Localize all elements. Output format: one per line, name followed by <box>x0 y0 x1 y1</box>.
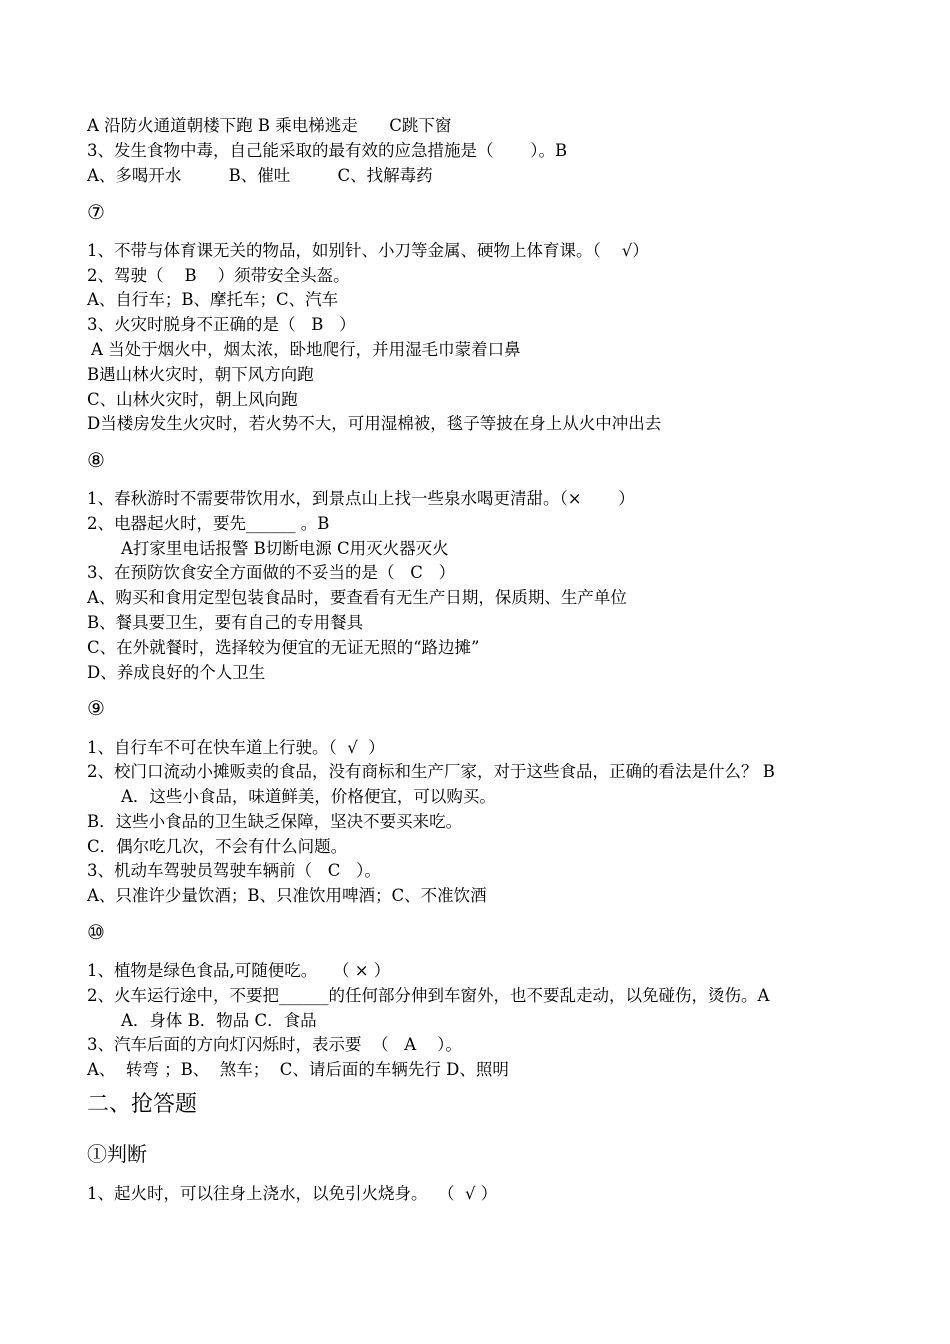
options-line: A、 转弯 ；B、 煞车； C、请后面的车辆先行 D、照明 <box>87 1060 509 1079</box>
option-line: D当楼房发生火灾时，若火势不大，可用湿棉被，毯子等披在身上从火中冲出去 <box>87 414 662 433</box>
section-heading: ⑨ <box>87 696 105 720</box>
option-line: D、养成良好的个人卫生 <box>87 663 266 682</box>
options-line: A、只准许少量饮酒；B、只准饮用啤酒；C、不准饮酒 <box>87 886 487 905</box>
question-line: 1、植物是绿色食品,可随便吃。 （ × ） <box>87 961 391 980</box>
question-line: 2、校门口流动小摊贩卖的食品，没有商标和生产厂家，对于这些食品，正确的看法是什么？ B <box>87 762 775 781</box>
options-line: A、自行车；B、摩托车；C、汽车 <box>87 290 339 309</box>
option-line: C、山林火灾时，朝上风向跑 <box>87 390 298 409</box>
question-line: 3、机动车驾驶员驾驶车辆前（ C ）。 <box>87 861 381 880</box>
option-line: B遇山林火灾时，朝下风方向跑 <box>87 365 314 384</box>
question-line: 3、发生食物中毒，自己能采取的最有效的应急措施是（ ）。B <box>87 141 568 160</box>
question-line: 3、火灾时脱身不正确的是（ B ） <box>87 315 356 334</box>
question-line: 2、火车运行途中，不要把______的任何部分伸到车窗外，也不要乱走动，以免碰伤，烫伤。A <box>87 986 770 1005</box>
question-line: 1、春秋游时不需要带饮用水，到景点山上找一些泉水喝更清甜。（× ） <box>87 489 635 508</box>
question-line: 3、在预防饮食安全方面做的不妥当的是（ C ） <box>87 563 456 582</box>
question-line: 2、电器起火时，要先______ 。B <box>87 514 330 533</box>
question-line: 3、汽车后面的方向灯闪烁时，表示要 （ A ）。 <box>87 1035 462 1054</box>
options-line: A、多喝开水 B、催吐 C、找解毒药 <box>87 166 433 185</box>
section-heading: ⑩ <box>87 920 105 944</box>
section-heading: ⑦ <box>87 200 105 224</box>
option-line: B、餐具要卫生，要有自己的专用餐具 <box>87 613 364 632</box>
question-line: 1、起火时，可以往身上浇水，以免引火烧身。 （ √ ） <box>87 1184 498 1203</box>
options-line: A．身体 B．物品 C．食品 <box>121 1011 317 1030</box>
option-line: C、在外就餐时，选择较为便宜的无证无照的“路边摊” <box>87 638 480 657</box>
option-line: C．偶尔吃几次，不会有什么问题。 <box>87 837 348 856</box>
option-line: B．这些小食品的卫生缺乏保障，坚决不要买来吃。 <box>87 812 463 831</box>
text-line: A 沿防火通道朝楼下跑 B 乘电梯逃走 C跳下窗 <box>87 116 452 135</box>
option-line: A．这些小食品，味道鲜美，价格便宜，可以购买。 <box>121 787 496 806</box>
part-heading: 二、抢答题 <box>87 1092 198 1117</box>
options-line: A打家里电话报警 B切断电源 C用灭火器灭火 <box>121 539 449 558</box>
question-line: 1、自行车不可在快车道上行驶。（ √ ） <box>87 738 385 757</box>
question-line: 1、不带与体育课无关的物品，如别针、小刀等金属、硬物上体育课。（ √） <box>87 241 649 260</box>
question-line: 2、驾驶（ B ）须带安全头盔。 <box>87 266 350 285</box>
option-line: A 当处于烟火中，烟太浓，卧地爬行，并用湿毛巾蒙着口鼻 <box>91 340 521 359</box>
subsection-heading: ①判断 <box>87 1142 147 1166</box>
section-heading: ⑧ <box>87 448 105 472</box>
option-line: A、购买和食用定型包装食品时，要查看有无生产日期，保质期、生产单位 <box>87 588 627 607</box>
